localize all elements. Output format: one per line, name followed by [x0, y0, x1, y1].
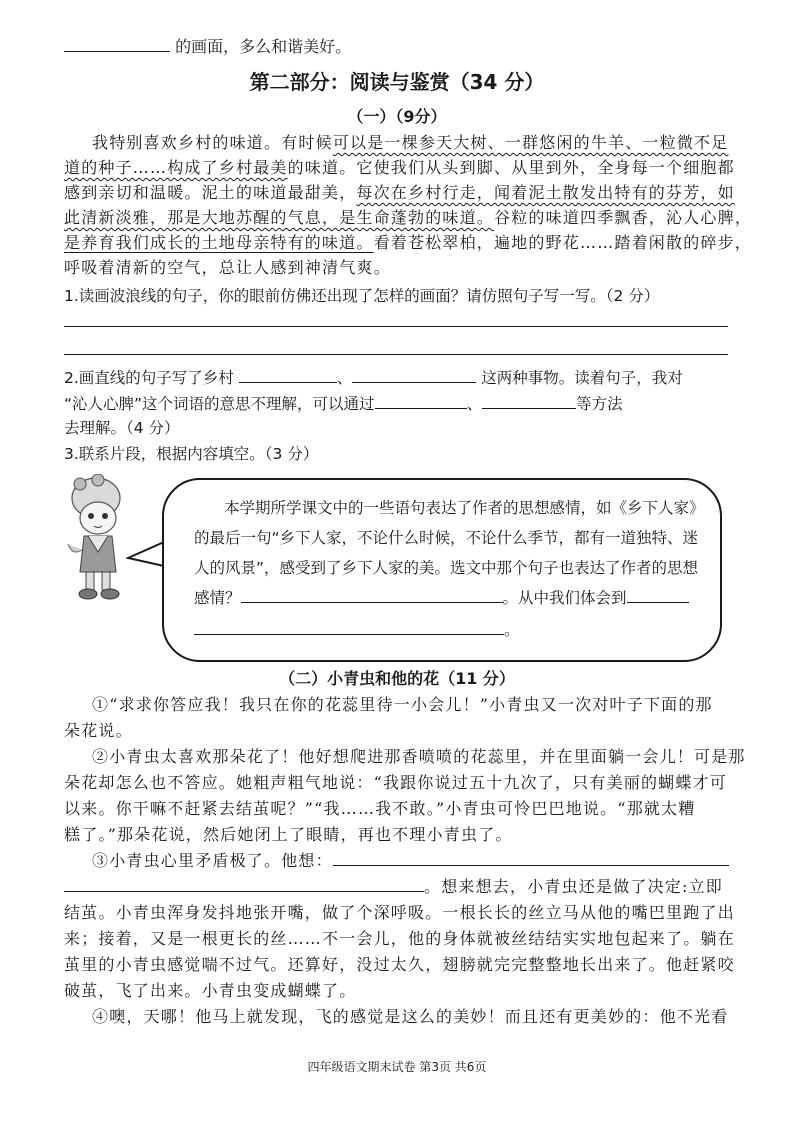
answer-blank[interactable] — [239, 368, 337, 383]
wavy-underlined-sentence: 每次在乡村行走，闻着泥土散发出特有的芬芳，如 — [356, 183, 735, 202]
wavy-underlined-sentence: 可以是一棵参天大树、一群悠闲的牛羊、一粒微不足 — [332, 133, 729, 152]
question-2-cont: “沁人心脾”这个词语的意思不理解，可以通过 、 等方法 — [64, 395, 623, 413]
speech-bubble-tail — [126, 540, 166, 570]
answer-blank[interactable] — [482, 394, 576, 409]
bubble-line: 感情？ 。从中我们体会到 — [194, 586, 689, 608]
passage1-line: 呼吸着清新的空气，总让人感到神清气爽。 — [64, 258, 391, 277]
bubble-line: 人的风景”，感受到了乡下人家的美。选文中那个句子也表达了作者的思想 — [194, 559, 699, 577]
passage1-heading: （一）（9分） — [347, 107, 447, 126]
answer-blank[interactable] — [241, 588, 503, 603]
answer-blank[interactable] — [194, 620, 504, 635]
passage1-line: 此清新淡雅，那是大地苏醒的气息，是生命蓬勃的味道。谷粒的味道四季飘香，沁人心脾， — [64, 208, 753, 227]
passage2-line: ①“求求你答应我！我只在你的花蕊里待一小会儿！”小青虫又一次对叶子下面的那 — [92, 695, 713, 714]
passage2-line: ③小青虫心里矛盾极了。他想： — [92, 848, 729, 871]
passage2-line: ④噢，天哪！他马上就发现，飞的感觉是这么的美妙！而且还有更美妙的：他不光看 — [92, 1007, 729, 1026]
passage2-line: 朵花说。 — [64, 721, 133, 740]
question-3: 3.联系片段，根据内容填空。（3 分） — [64, 445, 319, 463]
answer-blank[interactable] — [627, 588, 689, 603]
passage2-line: 结茧。小青虫浑身发抖地张开嘴，做了个深呼吸。一根长长的丝立马从他的嘴巴里跑了出 — [64, 903, 735, 922]
top-fragment-text: 的画面，多么和谐美好。 — [175, 37, 352, 56]
answer-blank[interactable] — [375, 394, 467, 409]
passage2-line: ②小青虫太喜欢那朵花了！他好想爬进那香喷喷的花蕊里，并在里面躺一会儿！可是那 — [92, 747, 746, 766]
passage2-line: 糕了。”那朵花说，然后她闭上了眼睛，再也不理小青虫了。 — [64, 825, 513, 844]
answer-line[interactable] — [64, 354, 728, 355]
passage1-line: 道的种子……构成了乡村最美的味道。它使我们从头到脚、从里到外，全身每一个细胞都 — [64, 158, 735, 177]
question-1: 1.读画波浪线的句子，你的眼前仿佛还出现了怎样的画面？请仿照句子写一写。（2 分） — [64, 287, 660, 305]
wavy-underlined-sentence: 道的种子……构成了乡村最美 — [64, 158, 288, 177]
passage2-line: 茧里的小青虫感觉喘不过气。还算好，没过太久，翅膀就完完整整地长出来了。他赶紧咬 — [64, 955, 735, 974]
answer-blank[interactable] — [64, 877, 424, 892]
passage1-line: 我特别喜欢乡村的味道。有时候可以是一棵参天大树、一群悠闲的牛羊、一粒微不足 — [92, 133, 729, 152]
passage2-line: 。想来想去，小青虫还是做了决定:立即 — [64, 874, 723, 897]
question-2: 2.画直线的句子写了乡村 、 这两种事物。读着句子，我对 — [64, 369, 683, 387]
passage1-line: 感到亲切和温暖。泥土的味道最甜美，每次在乡村行走，闻着泥土散发出特有的芬芳，如 — [64, 183, 735, 202]
question-2-end: 去理解。（4 分） — [64, 419, 180, 437]
bubble-line: 本学期所学课文中的一些语句表达了作者的思想感情，如《乡下人家》 — [224, 499, 705, 517]
part-title: 第二部分：阅读与鉴赏（34 分） — [249, 70, 545, 94]
answer-blank[interactable] — [333, 851, 729, 866]
straight-underlined-sentence: 是养育我们成长的土地母亲特有的味道。 — [64, 233, 374, 252]
passage2-line: 破茧，飞了出来。小青虫变成蝴蝶了。 — [64, 981, 357, 1000]
passage1-line: 是养育我们成长的土地母亲特有的味道。看着苍松翠柏，遍地的野花……踏着闲散的碎步， — [64, 233, 753, 252]
cartoon-girl-illustration — [58, 474, 136, 606]
page-footer: 四年级语文期末试卷 第3页 共6页 — [307, 1060, 487, 1074]
passage2-line: 来；接着，又是一根更长的丝……不一会儿，他的身体就被丝结结实实地包起来了。躺在 — [64, 929, 735, 948]
top-fragment — [64, 34, 351, 57]
answer-blank[interactable] — [64, 37, 170, 52]
speech-bubble — [162, 478, 722, 662]
bubble-line: 。 — [194, 618, 520, 640]
wavy-underlined-sentence: 此清新淡雅，那是大地苏醒的气息，是生命蓬勃的味道。 — [64, 208, 495, 227]
passage2-line: 朵花却怎么也不答应。她粗声粗气地说：“我跟你说过五十九次了，只有美丽的蝴蝶才可 — [64, 773, 727, 792]
bubble-line: 的最后一句“乡下人家，不论什么时候，不论什么季节，都有一道独特、迷 — [194, 529, 699, 547]
answer-blank[interactable] — [352, 368, 476, 383]
answer-line[interactable] — [64, 326, 728, 327]
passage2-heading: （二）小青虫和他的花（11 分） — [279, 669, 515, 688]
passage2-line: 以来。你干嘛不赶紧去结茧呢？”“我……我不敢。”小青虫可怜巴巴地说。“那就太糟 — [64, 799, 696, 818]
